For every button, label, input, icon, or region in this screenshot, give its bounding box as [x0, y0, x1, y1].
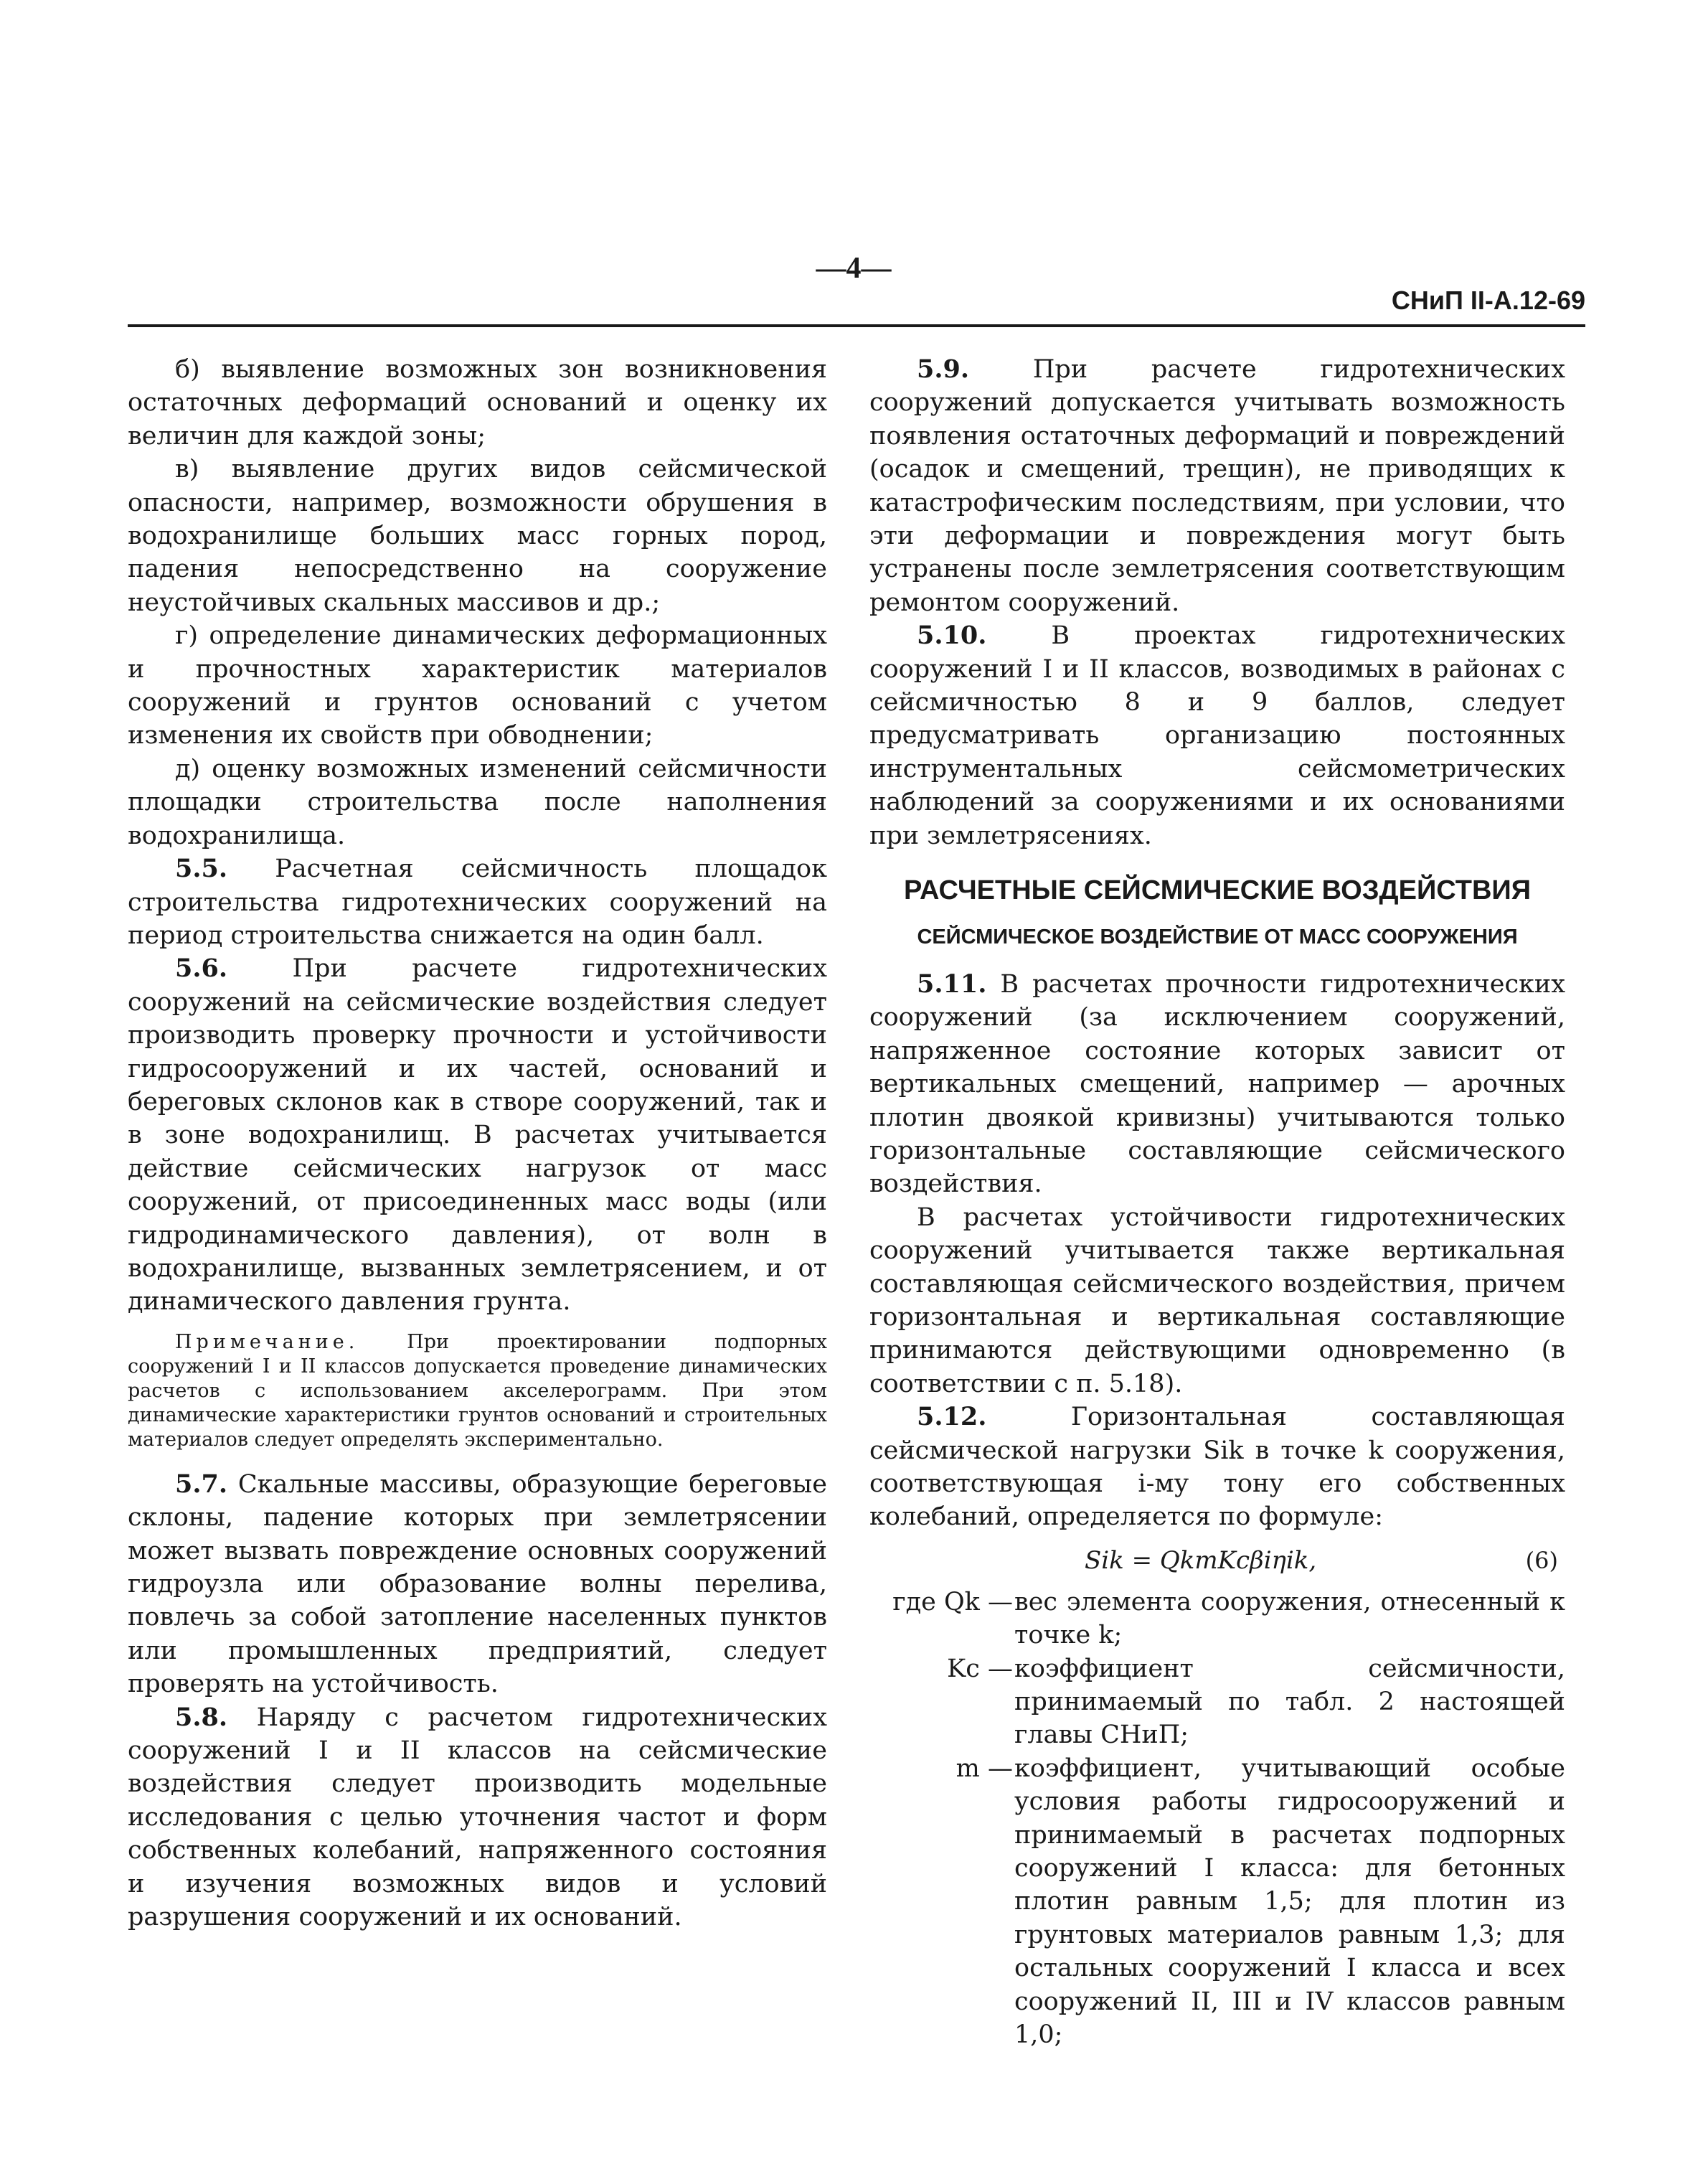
right-column: [869, 353, 1565, 2052]
definition-symbol: Kc —: [947, 1654, 1013, 1683]
clause-5-9: [869, 353, 1565, 619]
definition-text: коэффициент, учитывающий особые условия работы гидросооружений и принимаемый в расчетах подпорных сооружений I класса: для бетонных плотин равным 1,5; для плотин из грунтовых материалов равным 1,3; для остальных сооружений I класса и всех сооружений II, III и IV классов равным 1,0;: [1014, 1754, 1565, 2050]
document-code: СНиП II-А.12-69: [1391, 286, 1585, 315]
note-label: Примечание.: [175, 1330, 359, 1353]
clause-number: 5.10.: [917, 621, 987, 651]
formula-expression: Sik = QkmKcβiηik,: [1085, 1545, 1317, 1575]
paragraph-v: в) выявление других видов сейсмической опасности, например, возможности обрушения в водохранилище больших масс горных пород, падения непосредственно на сооружение неустойчивых скальных массивов и др.;: [128, 455, 827, 617]
definitions-list: [869, 1586, 1565, 2052]
paragraph-g: г) определение динамических деформационных и прочностных характеристик материалов сооружений и грунтов оснований с учетом изменения их свойств при обводнении;: [128, 621, 827, 750]
section-heading: РАСЧЕТНЫЕ СЕЙСМИЧЕСКИЕ ВОЗДЕЙСТВИЯ: [903, 875, 1532, 906]
header-rule: [128, 324, 1585, 327]
clause-text: Горизонтальная составляющая сейсмической нагрузки Sik в точке k сооружения, соответствующая i-му тону его собственных колебаний, определяется по формуле:: [869, 1403, 1565, 1532]
definition-text: коэффициент сейсмичности, принимаемый по табл. 2 настоящей главы СНиП;: [1014, 1654, 1565, 1750]
clause-5-5: [128, 852, 827, 952]
definition-row: [869, 1652, 1565, 1752]
paragraph-d: д) оценку возможных изменений сейсмичности площадки строительства после наполнения водохранилища.: [128, 754, 827, 850]
clause-number: 5.5.: [175, 854, 228, 884]
definition-row: [869, 1752, 1565, 2052]
definition-symbol: m —: [956, 1754, 1013, 1783]
formula-number: (6): [1525, 1546, 1558, 1574]
clause-number: 5.7.: [175, 1469, 228, 1499]
definition-symbol: где Qk —: [892, 1587, 1013, 1616]
clause-5-11: [869, 968, 1565, 1201]
subsection-heading: СЕЙСМИЧЕСКОЕ ВОЗДЕЙСТВИЕ ОТ МАСС СООРУЖЕНИЯ: [917, 925, 1518, 949]
paragraph-b: б) выявление возможных зон возникновения остаточных деформаций оснований и оценку их величин для каждой зоны;: [128, 355, 827, 451]
clause-number: 5.6.: [175, 954, 228, 984]
clause-text: Скальные массивы, образующие береговые склоны, падение которых при землетрясении может вызвать повреждение основных сооружений гидроузла или образование волны перелива, повлечь за собой затопление населенных пунктов или промышленных предприятий, следует проверять на устойчивость.: [128, 1469, 827, 1699]
clause-5-12: [869, 1401, 1565, 1534]
formula-6: [869, 1538, 1565, 1581]
paragraph-stability: В расчетах устойчивости гидротехнических сооружений учитывается также вертикальная составляющая сейсмического воздействия, причем горизонтальная и вертикальная составляющие принимаются действующими одновременно (в соответствии с п. 5.18).: [869, 1202, 1565, 1398]
clause-text: В проектах гидротехнических сооружений I и II классов, возводимых в районах с сейсмичностью 8 и 9 баллов, следует предусматривать организацию постоянных инструментальных сейсмометрических наблюдений за сооружениями и их основаниями при землетрясениях.: [869, 621, 1565, 850]
clause-text: В расчетах прочности гидротехнических сооружений (за исключением сооружений, напряженное состояние которых зависит от вертикальных смещений, например — арочных плотин двоякой кривизны) учитываются только горизонтальные составляющие сейсмического воздействия.: [869, 969, 1565, 1199]
clause-5-6: [128, 952, 827, 1318]
clause-5-8: [128, 1701, 827, 1934]
definition-text: вес элемента сооружения, отнесенный к точке k;: [1014, 1587, 1565, 1650]
clause-text: При расчете гидротехнических сооружений допускается учитывать возможность появления остаточных деформаций и повреждений (осадок и смещений, трещин), не приводящих к катастрофическим последствиям, при условии, что эти деформации и повреждения могут быть устранены после землетрясения соответствующим ремонтом сооружений.: [869, 355, 1565, 617]
note: [128, 1330, 827, 1452]
clause-text: Расчетная сейсмичность площадок строительства гидротехнических сооружений на период строительства снижается на один балл.: [128, 855, 827, 950]
clause-5-10: [869, 619, 1565, 852]
clause-number: 5.12.: [917, 1402, 987, 1432]
clause-number: 5.11.: [917, 969, 987, 999]
clause-number: 5.9.: [917, 354, 970, 384]
clause-text: При расчете гидротехнических сооружений на сейсмические воздействия следует производить проверку прочности и устойчивости гидросооружений и их частей, оснований и береговых склонов как в створе сооружений, так и в зоне водохранилищ. В расчетах учитывается действие сейсмических нагрузок от масс сооружений, от присоединенных масс воды (или гидродинамического давления), от волн в водохранилище, вызванных землетрясением, и от динамического давления грунта.: [128, 954, 827, 1317]
note-text: При проектировании подпорных сооружений I и II классов допускается проведение динамических расчетов с использованием акселерограмм. При этом динамические характеристики грунтов оснований и строительных материалов следует определять экспериментально.: [128, 1330, 827, 1451]
definition-row: [869, 1586, 1565, 1652]
page-number: —4—: [816, 252, 892, 285]
clause-text: Наряду с расчетом гидротехнических сооружений I и II классов на сейсмические воздействия следует производить модельные исследования с целью уточнения частот и форм собственных колебаний, напряженного состояния и изучения возможных видов и условий разрушения сооружений и их оснований.: [128, 1703, 827, 1932]
clause-5-7: [128, 1468, 827, 1701]
clause-number: 5.8.: [175, 1702, 228, 1732]
left-column: [128, 353, 827, 1934]
